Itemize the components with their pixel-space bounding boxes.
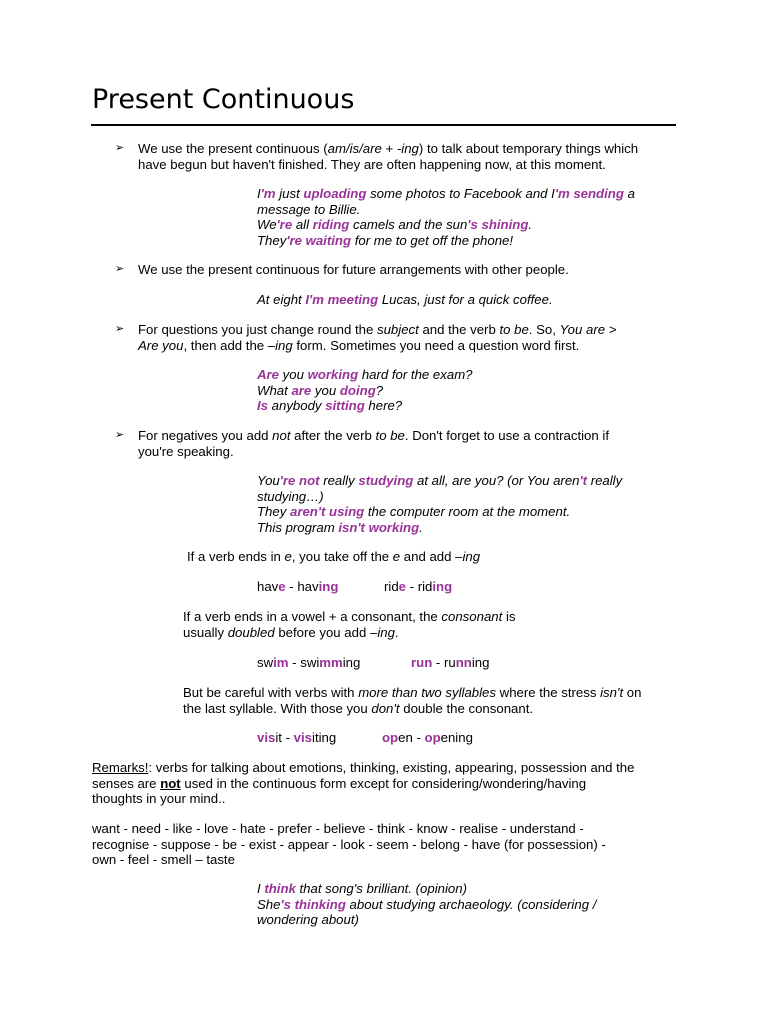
highlighted-verb: run (411, 655, 433, 670)
text-run: you (311, 382, 340, 398)
highlighted-verb: isn't working (338, 519, 420, 535)
text-run: sw (257, 655, 274, 670)
example-line (257, 504, 622, 520)
text-run: just (275, 186, 304, 201)
bullet-icon: ➢ (115, 263, 125, 275)
text-run: some photos to Facebook and I (366, 186, 555, 201)
highlighted-verb: 's shining (467, 217, 529, 232)
example-line (257, 292, 553, 308)
text-run: - hav (285, 579, 319, 594)
text-run: This program (257, 519, 339, 535)
text-run: wondering about) (257, 912, 359, 927)
text-run: They (257, 504, 290, 519)
section-4-examples (257, 473, 622, 535)
text-run: it - (275, 730, 294, 745)
highlighted-verb: are (291, 382, 312, 398)
text-run: really (319, 473, 359, 488)
text-run: hard for the exam? (358, 367, 473, 382)
example-line (257, 897, 596, 913)
highlighted-verb: 're (276, 217, 293, 232)
section-1-text (138, 141, 638, 172)
final-examples (257, 881, 596, 928)
highlighted-verb: ing (318, 579, 339, 594)
highlighted-verb: op (424, 730, 441, 745)
highlighted-verb: nn (455, 655, 472, 670)
highlighted-verb: vis (293, 730, 313, 745)
section-3-line-2: Are you, then add the –ing form. Sometimes you need a question word first. (138, 337, 580, 353)
verb-list-line: recognise - suppose - be - exist - appear - look - seem - belong - have (for possession) - (92, 836, 606, 852)
example-line (257, 233, 635, 249)
page-title: Present Continuous (92, 84, 355, 115)
example-line (257, 186, 635, 202)
text-run: a (623, 186, 635, 201)
example-line (257, 202, 635, 218)
highlighted-verb: aren't using (289, 504, 365, 519)
text-run: the computer room at the moment. (364, 504, 571, 519)
text-run: really (587, 473, 623, 488)
section-2-text: We use the present continuous for future arrangements with other people. (138, 262, 569, 277)
text-run: you (279, 367, 308, 382)
example-line (257, 367, 473, 383)
text-run: - ru (432, 655, 456, 670)
highlighted-verb: e (278, 579, 286, 594)
section-3-line-1: For questions you just change round the subject and the verb to be. So, You are > (138, 322, 617, 337)
highlighted-verb: 'm sending (554, 186, 624, 201)
highlighted-verb: 're waiting (286, 232, 352, 248)
section-4-line-1: For negatives you add not after the verb to be. Don't forget to use a contraction if (138, 428, 609, 443)
section-4-line-2: you're speaking. (138, 443, 234, 459)
text-run: studying…) (257, 488, 324, 504)
highlighted-verb: im (273, 655, 289, 670)
highlighted-verb: think (264, 881, 296, 896)
text-run: rid (384, 579, 399, 594)
section-3-examples (257, 367, 473, 414)
rule-line-2: usually doubled before you add –ing. (183, 624, 399, 640)
highlighted-verb: riding (312, 217, 350, 232)
highlighted-verb: 're not (279, 473, 320, 488)
section-1-line-1: We use the present continuous (am/is/are + -ing) to talk about temporary things which (138, 141, 639, 156)
remarks-line-3: thoughts in your mind.. (92, 791, 226, 806)
highlighted-verb: uploading (303, 186, 367, 201)
section-4-text (138, 428, 609, 459)
highlighted-verb: studying (358, 473, 414, 488)
example-line (257, 398, 473, 414)
section-3-text (138, 322, 616, 353)
remarks-label: Remarks! (92, 760, 149, 775)
highlighted-verb: mm (319, 655, 343, 670)
text-run: I (257, 881, 265, 896)
highlighted-verb: working (307, 367, 359, 382)
text-run: I (257, 186, 261, 201)
remarks-line-1: Remarks!: verbs for talking about emotions, thinking, existing, appearing, possession and the (92, 760, 635, 775)
text-run: that song's brilliant. (opinion) (295, 881, 467, 896)
example-have-having (257, 579, 338, 595)
text-run: At eight (257, 292, 306, 307)
text-run: They (257, 232, 287, 248)
text-run: at all, are you? (or You aren (413, 473, 580, 488)
example-line (257, 383, 473, 399)
example-swim-swimming (257, 655, 360, 671)
text-run: Lucas, just for a quick coffee. (378, 292, 553, 307)
bullet-icon: ➢ (115, 429, 125, 441)
section-2-examples (257, 292, 553, 308)
highlighted-verb: 's thinking (280, 896, 346, 912)
example-line (257, 520, 622, 536)
example-line (257, 912, 596, 928)
highlighted-verb: op (382, 730, 399, 745)
rule-line-1: If a verb ends in a vowel + a consonant, the consonant is (183, 609, 516, 624)
text-run: You (257, 473, 280, 488)
highlighted-verb: doing (339, 382, 376, 398)
highlighted-verb: vis (257, 730, 276, 745)
verb-list-line: want - need - like - love - hate - prefer - believe - think - know - realise - understand - (92, 821, 584, 836)
text-run: What (257, 382, 292, 398)
rule-syllable-stress (183, 685, 641, 716)
text-run: ening (440, 730, 473, 745)
remarks-paragraph (92, 760, 634, 807)
example-line (257, 473, 622, 489)
text-run: ing (342, 655, 361, 670)
text-run: . (419, 519, 423, 535)
highlighted-verb: 'm (260, 186, 276, 201)
text-run: She (257, 896, 281, 912)
example-line (257, 217, 635, 233)
stative-verb-list (92, 821, 606, 868)
verb-list-line: own - feel - smell – taste (92, 852, 235, 867)
highlighted-verb: e (398, 579, 406, 594)
highlighted-verb: I'm meeting (305, 292, 379, 307)
text-run: iting (312, 730, 337, 745)
rule-consonant-doubling (183, 609, 515, 640)
text-run: - rid (406, 579, 433, 594)
text-run: We (257, 217, 277, 232)
title-underline (91, 124, 676, 126)
example-line (257, 489, 622, 505)
rule-e-ending: If a verb ends in e, you take off the e and add –ing (187, 549, 481, 564)
example-ride-riding (384, 579, 452, 595)
highlighted-verb: ing (432, 579, 453, 594)
text-run: hav (257, 579, 279, 594)
rule-line-1: But be careful with verbs with more than two syllables where the stress isn't on (183, 685, 642, 700)
text-run: anybody (268, 398, 326, 413)
text-run: - swi (288, 655, 320, 670)
text-run: message to Billie. (257, 201, 361, 217)
highlighted-verb: Is (257, 398, 268, 413)
section-1-examples (257, 186, 635, 248)
rule-line-2: the last syllable. With those you don't double the consonant. (183, 700, 534, 716)
text-run: all (292, 217, 313, 232)
text-run: . (528, 217, 533, 232)
highlighted-verb: Are (257, 367, 279, 382)
text-run: en - (398, 730, 425, 745)
text-run: ing (471, 655, 490, 670)
example-visit-visiting (257, 730, 336, 746)
text-run: camels and the sun (349, 217, 468, 232)
section-1-line-2: have begun but haven't finished. They are often happening now, at this moment. (138, 156, 606, 172)
highlighted-verb: sitting (325, 398, 365, 413)
text-run: ? (375, 382, 384, 398)
bullet-icon: ➢ (115, 323, 125, 335)
remarks-line-2: senses are not used in the continuous form except for considering/wondering/having (92, 775, 587, 791)
example-line (257, 881, 596, 897)
example-run-running (411, 655, 489, 671)
text-run: for me to get off the phone! (351, 232, 514, 248)
highlighted-verb: 't (579, 473, 588, 488)
text-run: about studying archaeology. (considering / (345, 896, 597, 912)
example-open-opening (382, 730, 473, 746)
bullet-icon: ➢ (115, 142, 125, 154)
text-run: here? (364, 398, 403, 413)
